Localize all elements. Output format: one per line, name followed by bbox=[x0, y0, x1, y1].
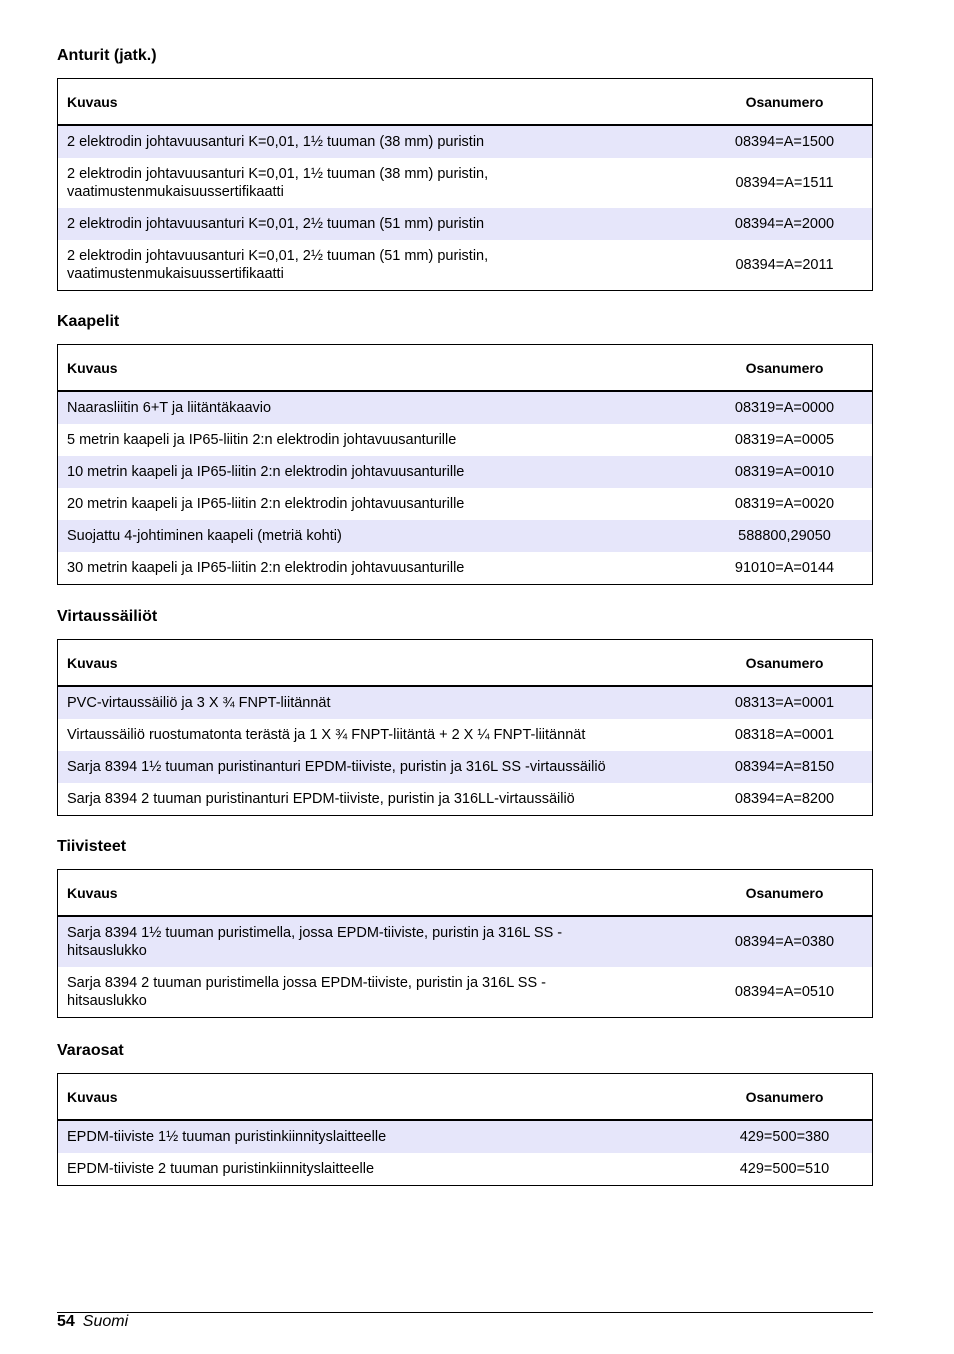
part-description: EPDM-tiiviste 1½ tuuman puristinkiinnityslaitteelle bbox=[67, 1129, 387, 1145]
part-number: 91010=A=0144 bbox=[734, 560, 835, 576]
part-number: 08394=A=0380 bbox=[734, 934, 835, 950]
header-osanumero: Osanumero bbox=[697, 870, 873, 917]
table-row bbox=[58, 208, 873, 240]
header-kuvaus: Kuvaus bbox=[58, 870, 698, 917]
header-osanumero: Osanumero bbox=[697, 640, 873, 687]
table-row bbox=[58, 520, 873, 552]
part-number: 08394=A=1511 bbox=[735, 175, 834, 191]
section-kaapelit bbox=[57, 312, 873, 585]
header-kuvaus: Kuvaus bbox=[58, 640, 698, 687]
footer-language: Suomi bbox=[82, 1313, 129, 1330]
part-description: 2 elektrodin johtavuusanturi K=0,01, 2½ tuuman (51 mm) puristin bbox=[67, 216, 485, 232]
part-number: 08319=A=0010 bbox=[734, 464, 835, 480]
part-number: 08394=A=1500 bbox=[734, 134, 835, 150]
part-number: 08319=A=0005 bbox=[734, 432, 835, 448]
parts-table bbox=[57, 1073, 873, 1186]
part-number: 08319=A=0000 bbox=[734, 400, 835, 416]
table-row bbox=[58, 967, 873, 1018]
parts-table bbox=[57, 639, 873, 816]
part-description: Naarasliitin 6+T ja liitäntäkaavio bbox=[67, 400, 272, 416]
section-virtaussailiot bbox=[57, 607, 873, 816]
table-row bbox=[58, 424, 873, 456]
part-number: 08318=A=0001 bbox=[734, 727, 835, 743]
page-number: 54 bbox=[57, 1313, 75, 1330]
part-description: 20 metrin kaapeli ja IP65-liitin 2:n elektrodin johtavuusanturille bbox=[67, 496, 465, 512]
table-row bbox=[58, 1120, 873, 1153]
part-description: 2 elektrodin johtavuusanturi K=0,01, 1½ tuuman (38 mm) puristin bbox=[67, 134, 485, 150]
part-number: 08313=A=0001 bbox=[734, 695, 835, 711]
table-row bbox=[58, 158, 873, 208]
parts-table bbox=[57, 344, 873, 585]
part-number: 08394=A=2011 bbox=[735, 257, 834, 273]
part-description: Sarja 8394 1½ tuuman puristimella, jossa EPDM-tiiviste, puristin ja 316L SS - hitsauslukko bbox=[67, 925, 563, 959]
part-description: 2 elektrodin johtavuusanturi K=0,01, 1½ tuuman (38 mm) puristin, vaatimustenmukaisuussertifikaatti bbox=[67, 166, 489, 200]
part-description: 2 elektrodin johtavuusanturi K=0,01, 2½ tuuman (51 mm) puristin, vaatimustenmukaisuussertifikaatti bbox=[67, 248, 489, 282]
table-row bbox=[58, 552, 873, 585]
part-description: 5 metrin kaapeli ja IP65-liitin 2:n elektrodin johtavuusanturille bbox=[67, 432, 457, 448]
table-row bbox=[58, 686, 873, 719]
table-row bbox=[58, 488, 873, 520]
part-description: Suojattu 4-johtiminen kaapeli (metriä kohti) bbox=[67, 528, 342, 544]
header-osanumero: Osanumero bbox=[697, 79, 873, 126]
part-description: 10 metrin kaapeli ja IP65-liitin 2:n elektrodin johtavuusanturille bbox=[67, 464, 465, 480]
part-description: Sarja 8394 2 tuuman puristimella jossa EPDM-tiiviste, puristin ja 316L SS - hitsauslukko bbox=[67, 975, 546, 1009]
part-number: 08394=A=0510 bbox=[734, 984, 835, 1000]
table-row bbox=[58, 391, 873, 424]
section-anturit bbox=[57, 46, 873, 291]
part-number: 08394=A=8150 bbox=[734, 759, 835, 775]
header-kuvaus: Kuvaus bbox=[58, 345, 698, 392]
part-description: Sarja 8394 2 tuuman puristinanturi EPDM-tiiviste, puristin ja 316LL-virtaussäiliö bbox=[67, 791, 575, 807]
part-description: Sarja 8394 1½ tuuman puristinanturi EPDM-tiiviste, puristin ja 316L SS -virtaussäiliö bbox=[67, 759, 606, 775]
section-varaosat bbox=[57, 1041, 873, 1186]
header-kuvaus: Kuvaus bbox=[58, 1074, 698, 1121]
part-number: 08319=A=0020 bbox=[734, 496, 835, 512]
parts-table bbox=[57, 78, 873, 291]
part-number: 429=500=380 bbox=[739, 1129, 830, 1145]
section-tiivisteet bbox=[57, 837, 873, 1018]
part-description: Virtaussäiliö ruostumatonta terästä ja 1 X ¾ FNPT-liitäntä + 2 X ¼ FNPT-liitännät bbox=[67, 727, 586, 743]
part-number: 429=500=510 bbox=[739, 1161, 830, 1177]
section-title: Varaosat bbox=[57, 1042, 124, 1059]
footer-rule bbox=[57, 1312, 873, 1313]
section-title: Virtaussäiliöt bbox=[57, 608, 158, 625]
part-number: 08394=A=2000 bbox=[734, 216, 835, 232]
table-row bbox=[58, 916, 873, 967]
header-osanumero: Osanumero bbox=[697, 1074, 873, 1121]
part-number: 588800,29050 bbox=[738, 528, 831, 544]
section-title: Anturit (jatk.) bbox=[57, 47, 157, 64]
part-description: 30 metrin kaapeli ja IP65-liitin 2:n elektrodin johtavuusanturille bbox=[67, 560, 465, 576]
table-row bbox=[58, 783, 873, 816]
part-description: PVC-virtaussäiliö ja 3 X ¾ FNPT-liitännät bbox=[67, 695, 331, 711]
table-row bbox=[58, 456, 873, 488]
section-title: Tiivisteet bbox=[57, 838, 127, 855]
table-row bbox=[58, 719, 873, 751]
table-row bbox=[58, 751, 873, 783]
table-row bbox=[58, 240, 873, 291]
header-osanumero: Osanumero bbox=[697, 345, 873, 392]
part-number: 08394=A=8200 bbox=[734, 791, 835, 807]
table-row bbox=[58, 125, 873, 158]
header-kuvaus: Kuvaus bbox=[58, 79, 698, 126]
section-title: Kaapelit bbox=[57, 313, 120, 330]
table-row bbox=[58, 1153, 873, 1186]
parts-table bbox=[57, 869, 873, 1018]
page-footer bbox=[57, 1312, 128, 1331]
part-description: EPDM-tiiviste 2 tuuman puristinkiinnityslaitteelle bbox=[67, 1161, 375, 1177]
